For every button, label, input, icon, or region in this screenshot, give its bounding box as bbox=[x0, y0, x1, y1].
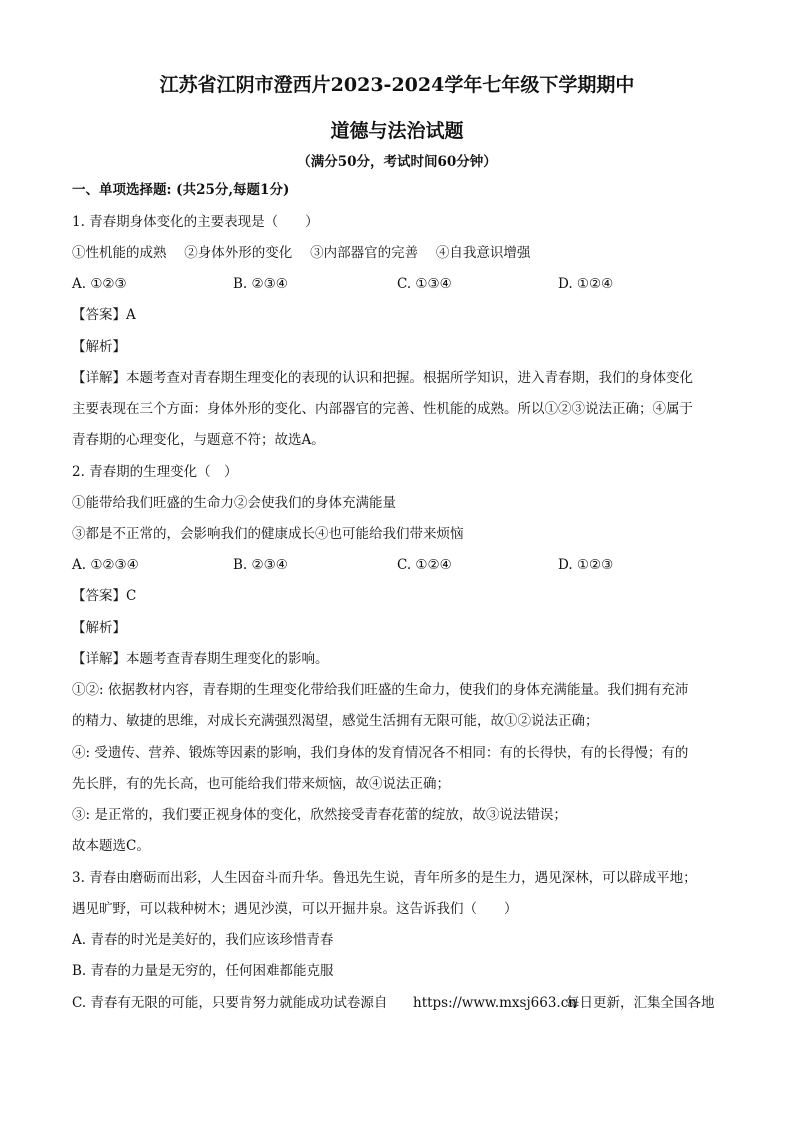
source-website-tagline: 每日更新，汇集全国各地 bbox=[566, 995, 715, 1011]
q1-detail-line: 青春期的心理变化，与题意不符；故选A。 bbox=[72, 432, 325, 448]
q2-detail-line: ①②: 依据教材内容，青春期的生理变化带给我们旺盛的生命力，使我们的身体充满能量。我们拥有充沛 bbox=[72, 682, 689, 698]
q3-stem-line: 遇见旷野，可以栽种树木；遇见沙漠，可以开掘井泉。这告诉我们（ ） bbox=[72, 901, 518, 917]
q1-option-c: C. ①③④ bbox=[397, 276, 452, 292]
q1-items: ①性机能的成熟 ②身体外形的变化 ③内部器官的完善 ④自我意识增强 bbox=[72, 245, 531, 261]
q1-detail-line: 主要表现在三个方面：身体外形的变化、内部器官的完善、性机能的成熟。所以①②③说法正确；④属于 bbox=[72, 401, 693, 417]
q2-detail-line: 先长胖，有的先长高，也可能给我们带来烦恼，故④说法正确； bbox=[72, 776, 450, 792]
q1-option-b: B. ②③④ bbox=[233, 276, 288, 292]
q2-items-line: ③都是不正常的，会影响我们的健康成长④也可能给我们带来烦恼 bbox=[72, 526, 464, 542]
q3-stem-line: 3. 青春由磨砺而出彩，人生因奋斗而升华。鲁迅先生说，青年所多的是生力，遇见深林，可以辟成平地； bbox=[72, 870, 697, 886]
q2-detail-line: ③: 是正常的，我们要正视身体的变化，欣然接受青春花蕾的绽放，故③说法错误； bbox=[72, 807, 567, 823]
q2-detail-line: ④: 受遗传、营养、锻炼等因素的影响，我们身体的发育情况各不相同：有的长得快，有的长得慢；有的 bbox=[72, 745, 689, 761]
q2-detail-line: 【详解】本题考查青春期生理变化的影响。 bbox=[72, 651, 329, 667]
q1-option-a: A. ①②③ bbox=[72, 276, 127, 292]
q2-analysis: 【解析】 bbox=[72, 620, 126, 636]
q3-option-a: A. 青春的时光是美好的，我们应该珍惜青春 bbox=[72, 932, 334, 948]
q2-option-a: A. ①②③④ bbox=[72, 557, 139, 573]
source-website-link[interactable]: https://www.mxsj663.cn bbox=[413, 995, 577, 1011]
q1-analysis: 【解析】 bbox=[72, 339, 126, 355]
q2-option-c: C. ①②④ bbox=[397, 557, 452, 573]
q3-option-c: C. 青春有无限的可能，只要肯努力就能成功试卷源自 bbox=[72, 995, 388, 1011]
q3-option-b: B. 青春的力量是无穷的，任何困难都能克服 bbox=[72, 963, 334, 979]
q2-detail-line: 的精力、敏捷的思维，对成长充满强烈渴望，感觉生活拥有无限可能，故①②说法正确； bbox=[72, 713, 599, 729]
q1-option-d: D. ①②④ bbox=[558, 276, 614, 292]
section-heading: 一、单项选择题: (共25分,每题1分) bbox=[72, 182, 290, 198]
q2-detail-line: 故本题选C。 bbox=[72, 838, 150, 854]
q1-detail-line: 【详解】本题考查对青春期生理变化的表现的认识和把握。根据所学知识，进入青春期，我们的身体变化 bbox=[72, 370, 693, 386]
q2-stem: 2. 青春期的生理变化（ ） bbox=[72, 464, 238, 480]
q2-items-line: ①能带给我们旺盛的生命力②会使我们的身体充满能量 bbox=[72, 495, 396, 511]
exam-title: 江苏省江阴市澄西片2023-2024学年七年级下学期期中 bbox=[159, 74, 635, 96]
q1-stem: 1. 青春期身体变化的主要表现是（ ） bbox=[72, 214, 319, 230]
exam-note: （满分50分，考试时间60分钟） bbox=[297, 154, 497, 170]
q2-option-b: B. ②③④ bbox=[233, 557, 288, 573]
q2-option-d: D. ①②③ bbox=[558, 557, 614, 573]
exam-subtitle: 道德与法治试题 bbox=[330, 120, 464, 142]
q2-answer: 【答案】C bbox=[72, 588, 137, 604]
q1-answer: 【答案】A bbox=[72, 307, 136, 323]
